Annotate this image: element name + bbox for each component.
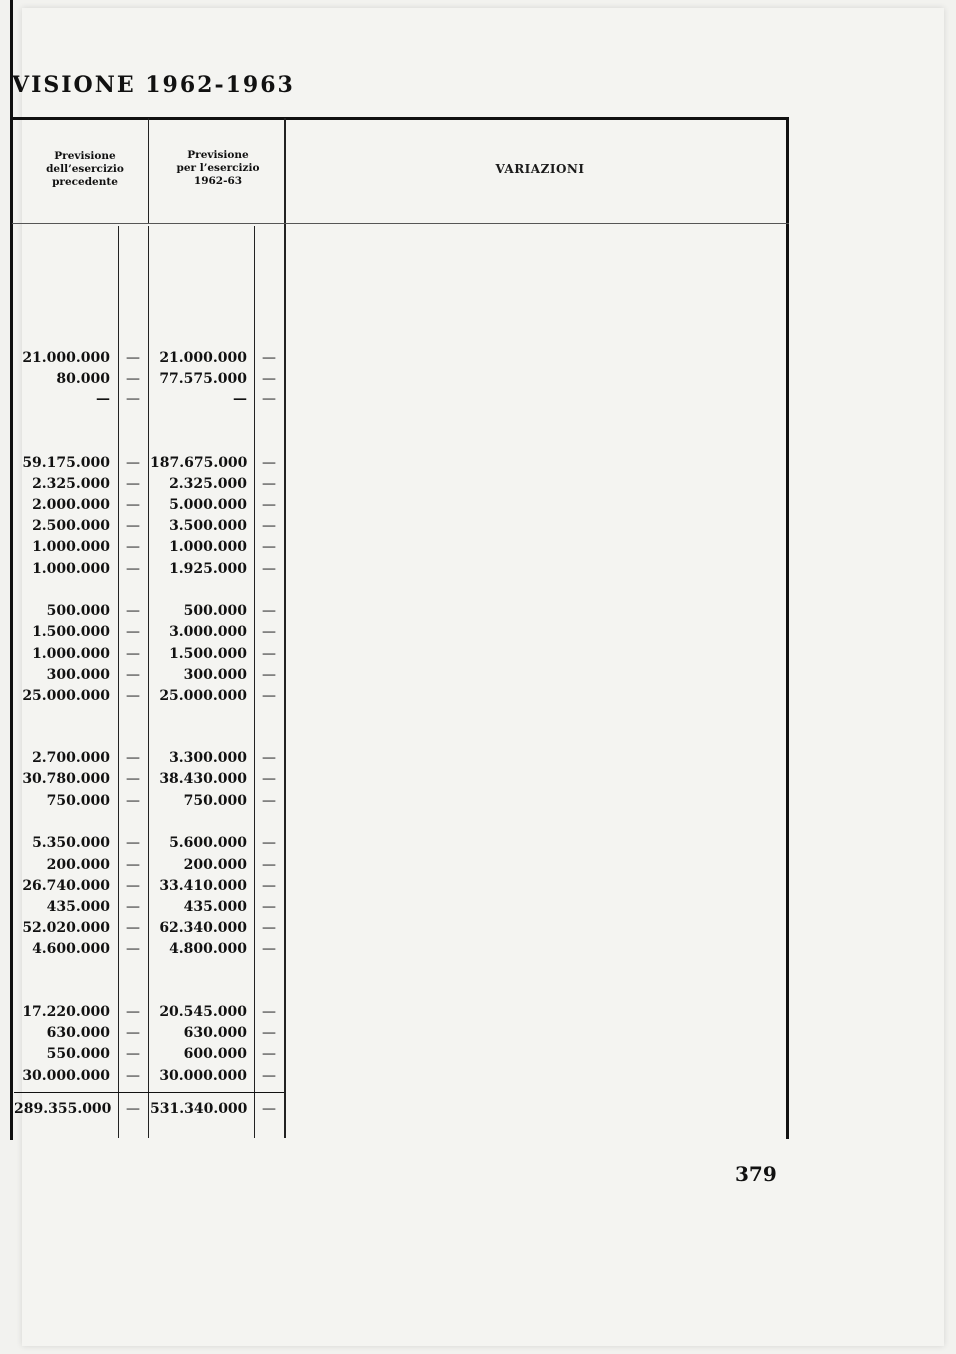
header-line: per l’esercizio xyxy=(176,162,260,174)
previsione-1962-63-value: 3.000.000 xyxy=(169,624,247,640)
previsione-precedente-value: — xyxy=(96,391,110,407)
dash-a: — xyxy=(126,518,140,534)
header-variazioni: VARIAZIONI xyxy=(495,162,585,176)
dash-b: — xyxy=(262,539,276,555)
dash-b: — xyxy=(262,624,276,640)
previsione-precedente-value: 26.740.000 xyxy=(22,878,110,894)
dash-a: — xyxy=(126,899,140,915)
dash-a: — xyxy=(126,603,140,619)
header-bottom-rule xyxy=(12,223,789,224)
previsione-precedente-value: 2.500.000 xyxy=(32,518,110,534)
dash-b: — xyxy=(262,771,276,787)
previsione-1962-63-value: 630.000 xyxy=(183,1025,247,1041)
table-right-rule xyxy=(786,117,789,1139)
table-top-rule xyxy=(12,117,789,120)
previsione-precedente-value: 1.000.000 xyxy=(32,646,110,662)
previsione-precedente-value: 80.000 xyxy=(56,371,110,387)
header-line: precedente xyxy=(52,176,118,188)
dash-a: — xyxy=(126,371,140,387)
previsione-precedente-value: 2.700.000 xyxy=(32,750,110,766)
header-line: Previsione xyxy=(54,150,116,162)
total-dash-a: — xyxy=(126,1101,140,1117)
dash-a: — xyxy=(126,624,140,640)
previsione-precedente-value: 630.000 xyxy=(46,1025,110,1041)
dash-b: — xyxy=(262,835,276,851)
previsione-precedente-value: 550.000 xyxy=(46,1046,110,1062)
dash-b: — xyxy=(262,603,276,619)
dash-b: — xyxy=(262,476,276,492)
previsione-1962-63-value: 750.000 xyxy=(183,793,247,809)
previsione-1962-63-value: 435.000 xyxy=(183,899,247,915)
dash-b: — xyxy=(262,455,276,471)
dash-b: — xyxy=(262,857,276,873)
previsione-precedente-value: 17.220.000 xyxy=(22,1004,110,1020)
previsione-1962-63-value: 4.800.000 xyxy=(169,941,247,957)
dash-b: — xyxy=(262,899,276,915)
dash-a: — xyxy=(126,941,140,957)
header-line: 1962-63 xyxy=(193,175,243,187)
previsione-precedente-value: 1.000.000 xyxy=(32,539,110,555)
dash-b: — xyxy=(262,941,276,957)
dash-a: — xyxy=(126,771,140,787)
previsione-precedente-value: 30.780.000 xyxy=(22,771,110,787)
previsione-1962-63-value: 5.600.000 xyxy=(169,835,247,851)
total-previsione-precedente: 289.355.000 xyxy=(14,1101,112,1117)
previsione-1962-63-value: 600.000 xyxy=(183,1046,247,1062)
previsione-1962-63-value: 62.340.000 xyxy=(159,920,247,936)
dash-b: — xyxy=(262,1025,276,1041)
previsione-1962-63-value: 38.430.000 xyxy=(159,771,247,787)
header-line: Previsione xyxy=(187,149,249,161)
left-page-edge xyxy=(10,0,13,1140)
dash-b: — xyxy=(262,750,276,766)
dash-column-divider-b xyxy=(254,226,255,1138)
dash-b: — xyxy=(262,920,276,936)
dash-a: — xyxy=(126,920,140,936)
dash-b: — xyxy=(262,371,276,387)
previsione-precedente-value: 1.500.000 xyxy=(32,624,110,640)
previsione-1962-63-value: 5.000.000 xyxy=(169,497,247,513)
dash-a: — xyxy=(126,350,140,366)
dash-b: — xyxy=(262,793,276,809)
dash-a: — xyxy=(126,497,140,513)
previsione-precedente-value: 59.175.000 xyxy=(22,455,110,471)
previsione-precedente-value: 21.000.000 xyxy=(22,350,110,366)
previsione-precedente-value: 300.000 xyxy=(46,667,110,683)
dash-a: — xyxy=(126,476,140,492)
previsione-1962-63-value: 187.675.000 xyxy=(150,455,248,471)
total-rule xyxy=(14,1092,284,1093)
dash-a: — xyxy=(126,391,140,407)
dash-a: — xyxy=(126,667,140,683)
dash-b: — xyxy=(262,688,276,704)
page-number: 379 xyxy=(735,1162,777,1186)
dash-b: — xyxy=(262,350,276,366)
previsione-1962-63-value: 20.545.000 xyxy=(159,1004,247,1020)
total-dash-b: — xyxy=(262,1101,276,1117)
dash-b: — xyxy=(262,1004,276,1020)
previsione-precedente-value: 1.000.000 xyxy=(32,561,110,577)
previsione-1962-63-value: 1.500.000 xyxy=(169,646,247,662)
dash-column-divider-a-right xyxy=(148,226,149,1138)
previsione-precedente-value: 200.000 xyxy=(46,857,110,873)
previsione-precedente-value: 500.000 xyxy=(46,603,110,619)
dash-a: — xyxy=(126,857,140,873)
dash-a: — xyxy=(126,455,140,471)
dash-a: — xyxy=(126,1068,140,1084)
previsione-1962-63-value: 33.410.000 xyxy=(159,878,247,894)
dash-a: — xyxy=(126,878,140,894)
dash-a: — xyxy=(126,646,140,662)
header-previsione-precedente xyxy=(30,150,140,189)
dash-b: — xyxy=(262,646,276,662)
previsione-1962-63-value: 3.500.000 xyxy=(169,518,247,534)
previsione-precedente-value: 5.350.000 xyxy=(32,835,110,851)
column-divider-variazioni xyxy=(284,118,286,1138)
previsione-1962-63-value: 500.000 xyxy=(183,603,247,619)
previsione-precedente-value: 2.000.000 xyxy=(32,497,110,513)
dash-a: — xyxy=(126,793,140,809)
dash-a: — xyxy=(126,1004,140,1020)
previsione-1962-63-value: 30.000.000 xyxy=(159,1068,247,1084)
previsione-precedente-value: 52.020.000 xyxy=(22,920,110,936)
dash-a: — xyxy=(126,539,140,555)
previsione-1962-63-value: 25.000.000 xyxy=(159,688,247,704)
dash-b: — xyxy=(262,391,276,407)
header-line: dell’esercizio xyxy=(46,163,124,175)
previsione-1962-63-value: 77.575.000 xyxy=(159,371,247,387)
previsione-1962-63-value: 3.300.000 xyxy=(169,750,247,766)
previsione-1962-63-value: 300.000 xyxy=(183,667,247,683)
dash-a: — xyxy=(126,750,140,766)
dash-a: — xyxy=(126,835,140,851)
total-previsione-1962-63: 531.340.000 xyxy=(150,1101,248,1117)
previsione-1962-63-value: 1.925.000 xyxy=(169,561,247,577)
previsione-precedente-value: 30.000.000 xyxy=(22,1068,110,1084)
previsione-precedente-value: 2.325.000 xyxy=(32,476,110,492)
dash-b: — xyxy=(262,1068,276,1084)
header-previsione-1962-63 xyxy=(158,149,278,188)
dash-b: — xyxy=(262,561,276,577)
previsione-1962-63-value: 1.000.000 xyxy=(169,539,247,555)
page-title: VISIONE 1962-1963 xyxy=(12,72,295,98)
dash-a: — xyxy=(126,1046,140,1062)
previsione-precedente-value: 25.000.000 xyxy=(22,688,110,704)
header-divider-1 xyxy=(148,118,149,223)
previsione-1962-63-value: — xyxy=(233,391,247,407)
previsione-1962-63-value: 21.000.000 xyxy=(159,350,247,366)
dash-a: — xyxy=(126,1025,140,1041)
previsione-1962-63-value: 200.000 xyxy=(183,857,247,873)
dash-b: — xyxy=(262,497,276,513)
dash-b: — xyxy=(262,878,276,894)
dash-b: — xyxy=(262,518,276,534)
previsione-precedente-value: 435.000 xyxy=(46,899,110,915)
dash-b: — xyxy=(262,667,276,683)
dash-b: — xyxy=(262,1046,276,1062)
dash-a: — xyxy=(126,561,140,577)
previsione-precedente-value: 4.600.000 xyxy=(32,941,110,957)
dash-a: — xyxy=(126,688,140,704)
previsione-precedente-value: 750.000 xyxy=(46,793,110,809)
previsione-1962-63-value: 2.325.000 xyxy=(169,476,247,492)
